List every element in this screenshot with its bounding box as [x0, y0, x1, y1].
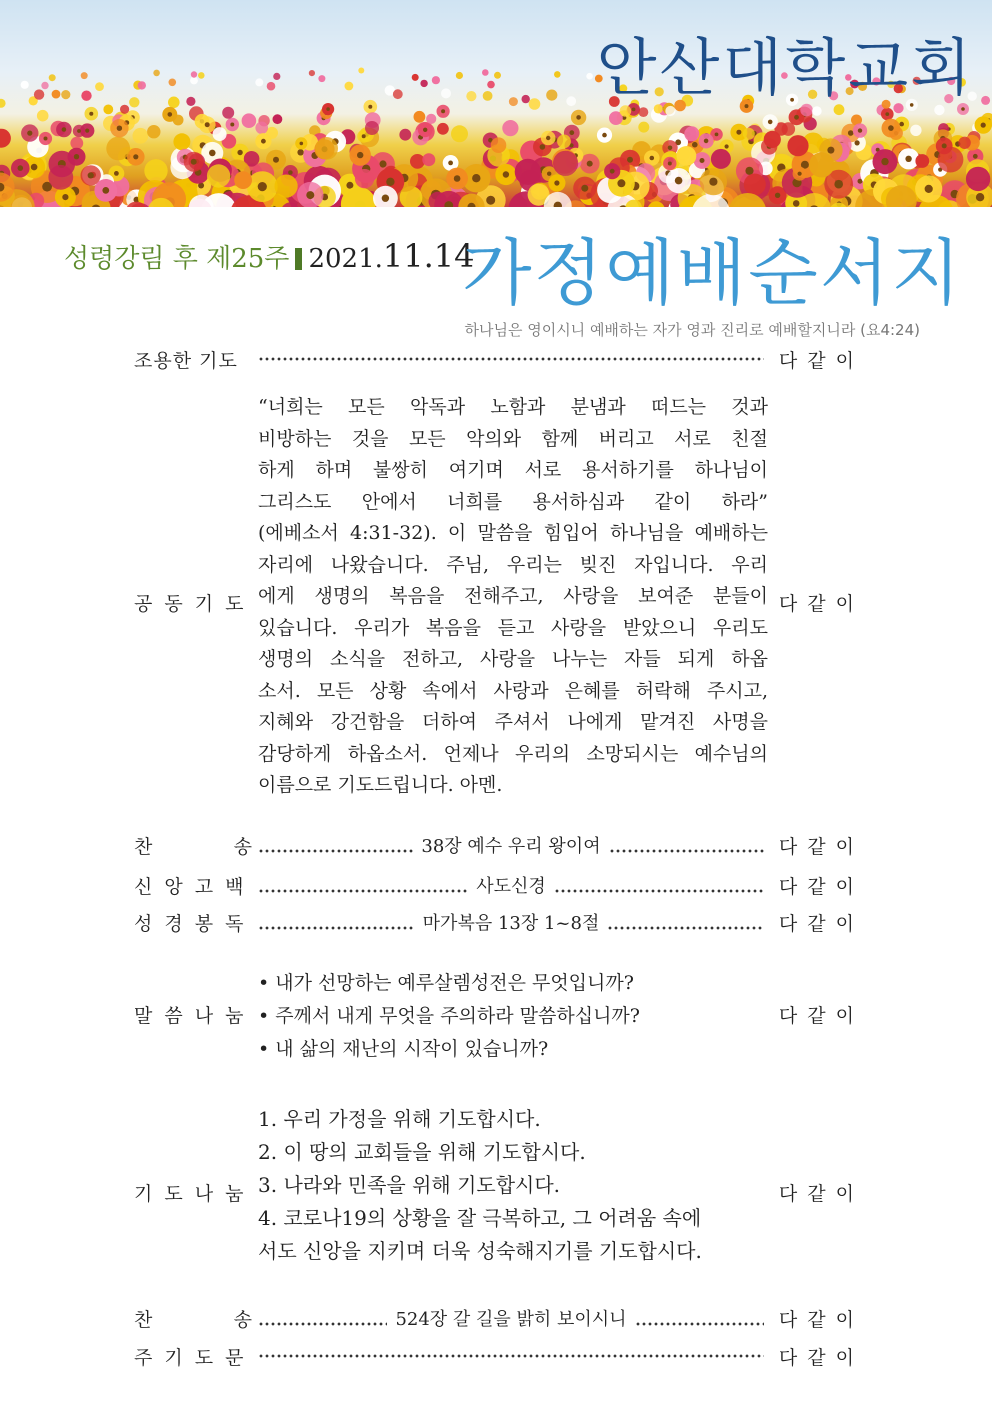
flower-center: [77, 129, 81, 133]
flower-blossom: [345, 82, 354, 91]
order-label: 말 씀 나 눔: [134, 1005, 244, 1027]
dot-leader: [258, 832, 764, 858]
flower-blossom: [358, 68, 364, 74]
flower-blossom: [309, 70, 315, 76]
flower-center: [102, 187, 109, 194]
flower-center: [725, 144, 729, 148]
prayer-line: 그리스도 안에서 너희를 용서하심과 같이 하라”: [258, 490, 768, 513]
order-label: 기 도 나 눔: [134, 1183, 244, 1205]
flower-blossom: [553, 151, 578, 176]
flower-blossom: [138, 81, 146, 89]
flower-blossom: [684, 126, 699, 141]
common-prayer-text: [258, 392, 768, 802]
flower-blossom: [37, 110, 49, 122]
flower-center: [379, 160, 386, 167]
flower-blossom: [169, 79, 177, 87]
prayer-item: 2. 이 땅의 교회들을 위해 기도합시다.: [258, 1140, 586, 1164]
flower-blossom: [173, 115, 184, 126]
participant: 다 같 이: [778, 876, 854, 898]
flower-blossom: [52, 90, 61, 99]
flower-center: [454, 175, 461, 182]
flower-blossom: [191, 71, 197, 77]
flower-center: [827, 147, 834, 154]
church-name: 안산대학교회: [596, 31, 974, 104]
flower-center: [386, 178, 394, 186]
flower-center: [704, 139, 709, 144]
prayer-item: 서도 신앙을 지키며 더욱 성숙해지기를 기도합시다.: [258, 1239, 702, 1263]
flower-blossom: [222, 107, 234, 119]
flower-center: [368, 105, 372, 109]
order-label-char: 송: [233, 836, 252, 858]
flower-blossom: [49, 74, 56, 81]
flower-center: [18, 165, 24, 171]
flower-blossom: [743, 128, 755, 140]
flower-blossom: [190, 77, 198, 85]
hymn-title: 524장 갈 길을 밝히 보이시니: [395, 1309, 627, 1330]
flower-blossom: [546, 90, 557, 101]
flower-center: [976, 193, 984, 201]
flower-center: [27, 131, 32, 136]
flower-blossom: [399, 129, 411, 141]
flower-blossom: [638, 122, 649, 133]
participant: 다 같 이: [778, 1005, 854, 1027]
flower-blossom: [129, 97, 139, 107]
header-verse: 하나님은 영이시니 예배하는 자가 영과 진리로 예배할지니라 (요4:24): [464, 321, 920, 339]
prayer-line: 생명의 소식을 전하고, 사랑을 나누는 자들 되게 하옵: [258, 648, 768, 670]
flower-center: [326, 107, 330, 111]
flower-center: [617, 179, 625, 187]
prayer-line: (에베소서 4:31-32). 이 말씀을 힘입어 하나님을 예배하는: [258, 522, 768, 544]
flower-blossom: [451, 125, 468, 142]
flower-blossom: [441, 88, 451, 98]
flower-blossom: [437, 123, 449, 135]
flower-blossom: [711, 149, 731, 169]
participant: 다 같 이: [778, 836, 854, 858]
flower-center: [569, 130, 574, 135]
flower-blossom: [81, 72, 88, 79]
flower-blossom: [482, 69, 489, 76]
flower-blossom: [234, 171, 252, 189]
participant: 다 같 이: [778, 1347, 854, 1369]
flower-center: [632, 108, 636, 112]
flower-blossom: [147, 125, 160, 138]
order-row-hymn-1: [134, 832, 854, 862]
question-item: • 내 삶의 재난의 시작이 있습니까?: [258, 1038, 549, 1060]
flower-blossom: [21, 81, 29, 89]
participant: 다 같 이: [778, 350, 854, 372]
flower-blossom: [273, 114, 283, 124]
flower-center: [300, 142, 304, 146]
flower-blossom: [0, 99, 6, 108]
flower-blossom: [677, 146, 697, 166]
flower-center: [486, 196, 495, 205]
prayer-line: 하게 하며 불쌍히 여기며 서로 용서하기를 하나님이: [258, 459, 768, 481]
order-label-char: 찬: [134, 836, 153, 858]
flower-center: [448, 161, 453, 166]
order-row-silent-prayer: [134, 346, 854, 376]
flower-blossom: [509, 97, 518, 106]
flower-blossom: [318, 75, 325, 82]
flower-center: [858, 128, 862, 132]
flower-center: [209, 150, 216, 157]
flower-blossom: [809, 152, 834, 177]
flower-center: [899, 122, 904, 127]
flower-center: [793, 200, 800, 207]
flower-blossom: [966, 167, 990, 191]
prayer-line: 이름으로 기도드립니다. 아멘.: [258, 774, 503, 796]
flower-blossom: [213, 127, 227, 141]
flower-blossom: [910, 125, 921, 136]
flower-blossom: [61, 90, 70, 99]
flower-blossom: [787, 135, 808, 156]
order-row-scripture: [134, 909, 854, 939]
flower-blossom: [275, 175, 298, 198]
flower-center: [273, 157, 279, 163]
flower-center: [297, 149, 303, 155]
question-item: • 내가 선망하는 예루살렘성전은 무엇입니까?: [258, 972, 634, 994]
flower-blossom: [554, 71, 561, 78]
flower-center: [133, 154, 138, 159]
participant: 다 같 이: [778, 913, 854, 935]
flower-blossom: [242, 113, 257, 128]
flower-center: [205, 122, 210, 127]
flower-blossom: [0, 129, 11, 148]
flower-blossom: [173, 133, 190, 150]
dot-leader: [258, 346, 764, 361]
order-label: [134, 832, 252, 859]
dot-leader: [258, 1343, 764, 1358]
flower-center: [89, 112, 93, 116]
flower-blossom: [586, 73, 593, 80]
prayer-line: 있습니다. 우리가 복음을 듣고 사랑을 받았으니 우리도: [258, 616, 768, 639]
flower-center: [692, 142, 698, 148]
flower-blossom: [491, 137, 507, 153]
order-row-hymn-2: [134, 1305, 854, 1335]
flower-blossom: [315, 137, 338, 160]
flower-blossom: [639, 107, 649, 117]
question-item: • 주께서 내게 무엇을 주의하라 말씀하십니까?: [258, 1005, 640, 1027]
flower-blossom: [103, 105, 113, 115]
flower-blossom: [255, 78, 263, 86]
flower-center: [650, 156, 655, 161]
order-label-char: 찬: [134, 1309, 153, 1331]
flower-blossom: [502, 120, 518, 136]
flower-center: [382, 195, 389, 202]
flower-blossom: [41, 82, 48, 89]
flower-center: [973, 154, 978, 159]
flower-center: [700, 158, 705, 163]
flower-center: [881, 158, 888, 165]
scripture-reference: 마가복음 13장 1~8절: [422, 913, 600, 934]
flower-blossom: [365, 121, 379, 135]
dot-leader: [258, 1305, 764, 1331]
prayer-line: 자리에 나왔습니다. 주님, 우리는 빚진 자입니다. 우리: [258, 553, 768, 576]
flower-center: [357, 152, 363, 158]
dot-leader: [258, 909, 764, 935]
order-label: 주 기 도 문: [134, 1347, 244, 1369]
prayer-item: 4. 코로나19의 상황을 잘 극복하고, 그 어려움 속에: [258, 1206, 702, 1230]
flower-blossom: [48, 165, 73, 190]
flower-blossom: [487, 81, 495, 89]
prayer-line: 에게 생명의 복음을 전해주고, 사랑을 보여준 분들이: [258, 585, 768, 607]
flower-center: [306, 191, 314, 199]
flower-blossom: [515, 159, 541, 185]
flower-blossom: [267, 82, 276, 91]
flower-center: [576, 115, 581, 120]
flower-blossom: [198, 72, 205, 79]
flower-center: [554, 180, 559, 185]
order-row-creed: [134, 872, 854, 902]
flower-center: [114, 171, 119, 176]
flower-center: [715, 133, 719, 137]
flower-blossom: [420, 80, 427, 87]
flower-blossom: [355, 169, 374, 188]
flower-center: [288, 170, 293, 175]
flower-center: [168, 112, 173, 117]
flower-center: [794, 115, 799, 120]
order-label: [134, 1305, 252, 1332]
flower-blossom: [958, 137, 970, 149]
season-label: 성령강림 후 제25주: [64, 244, 290, 274]
prayer-line: 비방하는 것을 모든 악의와 함께 버리고 서로 친절: [258, 427, 768, 450]
flower-center: [848, 130, 854, 136]
flower-blossom: [95, 82, 104, 91]
flower-center: [709, 178, 717, 186]
flower-blossom: [81, 91, 91, 101]
flower-blossom: [529, 98, 541, 110]
flower-banner: [0, 0, 992, 207]
flower-center: [888, 125, 894, 131]
dot-leader: [258, 872, 764, 898]
participant: 다 같 이: [778, 1309, 854, 1331]
flower-blossom: [557, 135, 571, 149]
prayer-line: “너희는 모든 악독과 노함과 분냄과 떠드는 것과: [258, 396, 768, 418]
flower-center: [88, 172, 94, 178]
flower-center: [798, 172, 802, 176]
flower-center: [925, 185, 933, 193]
flower-center: [610, 169, 615, 174]
order-label: 신 앙 고 백: [134, 876, 244, 898]
flower-center: [668, 162, 672, 166]
flower-center: [117, 126, 122, 131]
flower-blossom: [412, 74, 419, 81]
flower-center: [44, 137, 48, 141]
flower-blossom: [273, 73, 280, 80]
flower-center: [261, 139, 266, 144]
order-label: 공 동 기 도: [134, 593, 244, 615]
date-year: 2021.: [308, 244, 383, 274]
flower-blossom: [153, 70, 160, 77]
flower-center: [768, 120, 773, 125]
season-date-line: [64, 237, 474, 275]
order-label: 성 경 봉 독: [134, 913, 244, 935]
flower-blossom: [648, 201, 665, 207]
flower-center: [540, 144, 546, 150]
flower-center: [546, 136, 550, 140]
flower-center: [258, 182, 267, 191]
sharing-questions: [258, 967, 640, 1066]
flower-center: [31, 164, 38, 171]
flower-center: [423, 128, 427, 132]
prayer-items: [258, 1103, 702, 1268]
date-month-day: 11.14: [382, 237, 475, 275]
flower-blossom: [70, 137, 83, 150]
flower-blossom: [426, 114, 436, 124]
order-label-char: 송: [233, 1309, 252, 1331]
flower-blossom: [414, 111, 426, 123]
flower-center: [736, 130, 741, 135]
flower-blossom: [432, 76, 440, 84]
flower-blossom: [494, 72, 501, 79]
flower-blossom: [483, 91, 493, 101]
flower-center: [237, 150, 242, 155]
flower-center: [191, 159, 197, 165]
flower-center: [472, 174, 480, 182]
flower-blossom: [106, 137, 130, 161]
order-label: 조용한 기도: [134, 350, 238, 372]
flower-blossom: [207, 164, 230, 187]
flower-center: [230, 123, 234, 127]
flower-blossom: [144, 159, 167, 182]
flower-center: [775, 193, 780, 198]
flower-center: [62, 194, 68, 200]
flower-center: [961, 107, 965, 111]
flower-blossom: [665, 106, 675, 116]
flower-blossom: [120, 105, 129, 114]
order-row-lords-prayer: [134, 1343, 854, 1373]
flower-center: [587, 161, 593, 167]
flower-center: [745, 167, 753, 175]
flower-center: [581, 185, 588, 192]
flower-blossom: [522, 95, 530, 103]
flower-blossom: [393, 89, 403, 99]
participant: 다 같 이: [778, 1183, 854, 1205]
flower-blossom: [466, 91, 476, 101]
flower-center: [885, 112, 889, 116]
prayer-item: 3. 나라와 민족을 위해 기도합시다.: [258, 1173, 561, 1197]
flower-blossom: [255, 122, 268, 135]
prayer-line: 소서. 모든 상황 속에서 사랑과 은혜를 허락해 주시고,: [258, 679, 768, 702]
flower-center: [668, 146, 673, 151]
flower-blossom: [456, 72, 463, 79]
flower-blossom: [34, 89, 44, 99]
flower-center: [905, 156, 911, 162]
flower-blossom: [812, 106, 822, 116]
flower-center: [942, 143, 947, 148]
flower-center: [85, 129, 89, 133]
flower-center: [834, 180, 843, 189]
separator-bar: [295, 248, 302, 270]
creed-title: 사도신경: [476, 876, 546, 897]
flower-blossom: [915, 154, 929, 168]
participant: 다 같 이: [778, 593, 854, 615]
flower-blossom: [744, 174, 766, 196]
prayer-item: 1. 우리 가정을 위해 기도합시다.: [258, 1107, 541, 1131]
flower-blossom: [186, 97, 195, 106]
flower-center: [547, 172, 551, 176]
flower-center: [62, 127, 67, 132]
flower-center: [74, 154, 79, 159]
document-title: 가정예배순서지: [462, 231, 963, 315]
flower-center: [362, 134, 366, 138]
flower-center: [981, 123, 986, 128]
flower-blossom: [168, 97, 180, 109]
flower-blossom: [764, 131, 781, 148]
prayer-line: 감당하게 하옵소서. 언제나 우리의 소망되시는 예수님의: [258, 742, 768, 765]
flower-center: [675, 177, 683, 185]
hymn-title: 38장 예수 우리 왕이여: [421, 836, 601, 857]
prayer-line: 지혜와 강건함을 더하여 주셔서 나에게 맡겨진 사명을: [258, 711, 768, 733]
flower-center: [602, 133, 607, 138]
flower-blossom: [422, 153, 435, 166]
flower-blossom: [133, 128, 149, 144]
flower-center: [441, 109, 445, 113]
flower-center: [503, 171, 509, 177]
flower-blossom: [981, 96, 990, 105]
flower-blossom: [566, 96, 576, 106]
